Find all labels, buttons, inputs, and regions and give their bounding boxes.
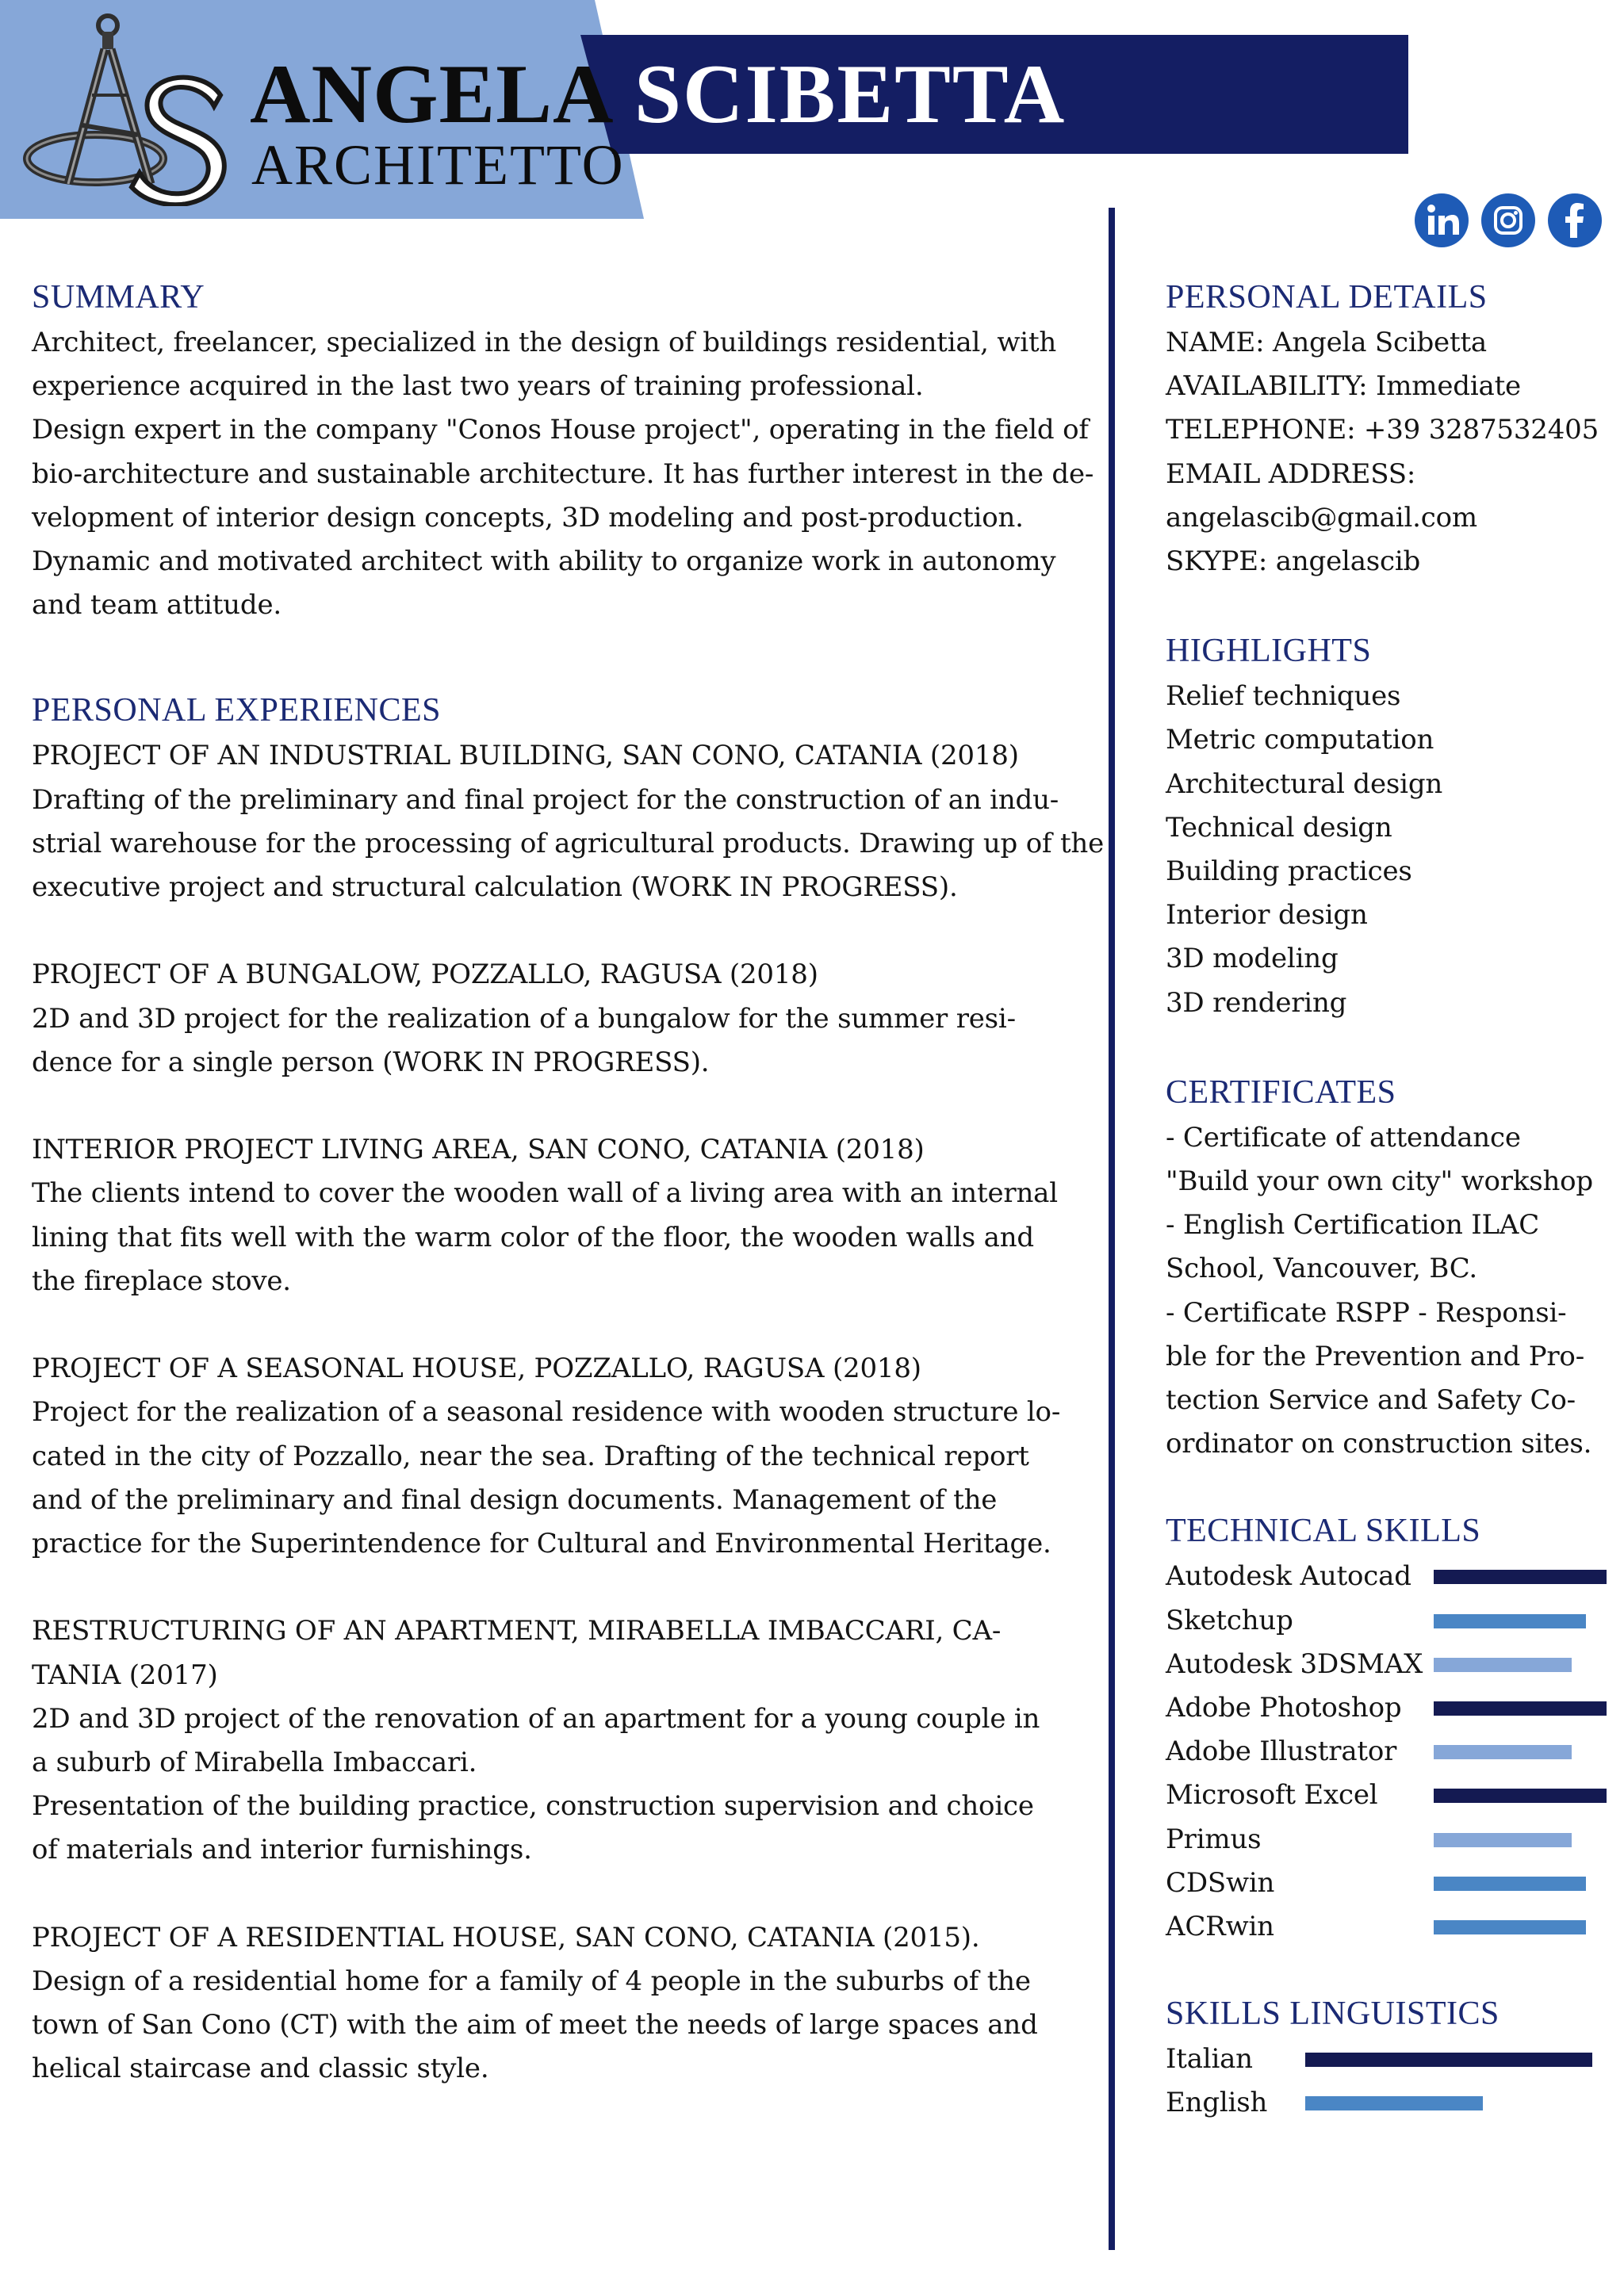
first-name: ANGELA	[250, 48, 615, 140]
experience-title: PROJECT OF A SEASONAL HOUSE, POZZALLO, RAGUSA (2018)	[32, 1353, 921, 1385]
profession-title: ARCHITETTO	[251, 133, 625, 197]
experience-list	[32, 734, 1105, 2091]
summary-section	[32, 274, 1094, 627]
experience-description-line: lining that fits well with the warm color of the floor, the wooden walls and	[32, 1221, 1034, 1253]
experience-description-line: Project for the realization of a seasonal residence with wooden structure lo-	[32, 1396, 1061, 1429]
highlight-item: Technical design	[1166, 811, 1392, 844]
certificate-line: - English Certification ILAC	[1166, 1209, 1540, 1242]
experience-item	[32, 953, 1090, 1085]
technical-skill-row	[1166, 1818, 1610, 1862]
summary-line: Design expert in the company "Conos House project", operating in the field of	[32, 414, 1089, 446]
experiences-title: PERSONAL EXPERIENCES	[32, 692, 441, 729]
highlight-item: Architectural design	[1166, 767, 1443, 800]
certificate-line: ordinator on construction sites.	[1166, 1428, 1592, 1460]
experience-title: INTERIOR PROJECT LIVING AREA, SAN CONO, CATANIA (2018)	[32, 1134, 925, 1166]
technical-skill-bar	[1434, 1833, 1572, 1847]
experience-item	[32, 734, 1105, 909]
certificate-line: tection Service and Safety Co-	[1166, 1384, 1576, 1417]
experience-title: PROJECT OF AN INDUSTRIAL BUILDING, SAN CONO, CATANIA (2018)	[32, 740, 1019, 772]
highlight-item: 3D rendering	[1166, 986, 1347, 1019]
highlights-title: HIGHLIGHTS	[1166, 633, 1372, 670]
personal-details-list	[1166, 321, 1610, 584]
technical-skill-label: Adobe Illustrator	[1166, 1735, 1397, 1768]
personal-details-section	[1166, 274, 1610, 584]
technical-skill-bar	[1434, 1570, 1607, 1584]
technical-skill-label: Autodesk 3DSMAX	[1166, 1647, 1423, 1680]
experience-title: PROJECT OF A BUNGALOW, POZZALLO, RAGUSA (2018)	[32, 959, 818, 991]
technical-skill-bar	[1434, 1701, 1607, 1716]
last-name: SCIBETTA	[634, 48, 1067, 140]
certificate-line: - Certificate of attendance	[1166, 1121, 1521, 1154]
personal-detail-line: angelascib@gmail.com	[1166, 501, 1477, 534]
technical-skill-label: ACRwin	[1166, 1910, 1274, 1942]
experience-item	[32, 1916, 1090, 2091]
language-label: Italian	[1166, 2043, 1253, 2076]
technical-skills-title: TECHNICAL SKILLS	[1166, 1513, 1481, 1550]
personal-detail-line: AVAILABILITY: Immediate	[1166, 370, 1521, 403]
experience-description-line: helical staircase and classic style.	[32, 2053, 489, 2085]
technical-skill-row	[1166, 1862, 1610, 1905]
summary-line: experience acquired in the last two years of training professional.	[32, 370, 924, 403]
highlight-item: 3D modeling	[1166, 943, 1339, 975]
languages-title: SKILLS LINGUISTICS	[1166, 1996, 1500, 2033]
language-row	[1166, 2081, 1610, 2125]
personal-detail-line: EMAIL ADDRESS:	[1166, 457, 1416, 490]
experience-description-line: Presentation of the building practice, construction supervision and choice	[32, 1790, 1034, 1823]
technical-skill-bar	[1434, 1614, 1586, 1628]
language-bar	[1305, 2096, 1483, 2110]
certificates-title: CERTIFICATES	[1166, 1073, 1396, 1111]
technical-skill-bar	[1434, 1877, 1586, 1891]
personal-detail-line: SKYPE: angelascib	[1166, 545, 1421, 578]
certificate-line: School, Vancouver, BC.	[1166, 1253, 1477, 1285]
experience-item	[32, 1128, 1090, 1303]
technical-skill-row	[1166, 1686, 1610, 1730]
certificate-line: ble for the Prevention and Pro-	[1166, 1340, 1584, 1372]
technical-skill-label: CDSwin	[1166, 1866, 1275, 1899]
summary-line: and team attitude.	[32, 589, 282, 622]
language-row	[1166, 2038, 1610, 2081]
linkedin-icon[interactable]	[1415, 193, 1469, 247]
technical-skill-bar	[1434, 1789, 1607, 1803]
experience-description-line: town of San Cono (CT) with the aim of meet the needs of large spaces and	[32, 2009, 1038, 2042]
language-label: English	[1166, 2087, 1268, 2119]
experience-description-line: dence for a single person (WORK IN PROGRESS).	[32, 1046, 710, 1078]
technical-skill-label: Sketchup	[1166, 1604, 1293, 1636]
certificates-section	[1166, 1069, 1610, 1467]
technical-skill-bar	[1434, 1920, 1586, 1934]
experience-item	[32, 1347, 1090, 1566]
personal-detail-line: TELEPHONE: +39 3287532405	[1166, 414, 1599, 446]
certificate-line: "Build your own city" workshop	[1166, 1165, 1593, 1198]
experience-description-line: strial warehouse for the processing of agricultural products. Drawing up of the	[32, 827, 1105, 859]
experience-description-line: the fireplace stove.	[32, 1265, 291, 1297]
experience-description-line: cated in the city of Pozzallo, near the sea. Drafting of the technical report	[32, 1440, 1029, 1472]
technical-skill-label: Autodesk Autocad	[1166, 1560, 1411, 1593]
summary-title: SUMMARY	[32, 279, 205, 316]
experience-title: PROJECT OF A RESIDENTIAL HOUSE, SAN CONO, CATANIA (2015).	[32, 1921, 980, 1954]
experience-description-line: 2D and 3D project for the realization of a bungalow for the summer resi-	[32, 1002, 1016, 1035]
experience-title: RESTRUCTURING OF AN APARTMENT, MIRABELLA IMBACCARI, CA-	[32, 1615, 1002, 1647]
summary-text	[32, 321, 1094, 627]
highlight-item: Metric computation	[1166, 724, 1434, 756]
certificate-line: - Certificate RSPP - Responsi-	[1166, 1296, 1567, 1329]
experience-description-line: 2D and 3D project of the renovation of an apartment for a young couple in	[32, 1702, 1040, 1735]
technical-skill-row	[1166, 1555, 1610, 1598]
technical-skill-row	[1166, 1599, 1610, 1643]
experience-description-line: a suburb of Mirabella Imbaccari.	[32, 1747, 477, 1779]
column-divider	[1109, 208, 1115, 2250]
compass-icon	[27, 16, 163, 184]
certificates-list	[1166, 1116, 1610, 1467]
technical-skill-row	[1166, 1643, 1610, 1686]
highlight-item: Interior design	[1166, 899, 1368, 932]
technical-skill-row	[1166, 1774, 1610, 1817]
experience-description-line: Drafting of the preliminary and final project for the construction of an indu-	[32, 783, 1059, 816]
technical-skill-bar	[1434, 1658, 1572, 1672]
logo	[22, 8, 236, 206]
technical-skill-label: Primus	[1166, 1823, 1262, 1855]
technical-skill-label: Adobe Photoshop	[1166, 1692, 1402, 1724]
experience-title: TANIA (2017)	[32, 1659, 218, 1691]
experience-description-line: and of the preliminary and final design documents. Management of the	[32, 1483, 998, 1516]
experience-item	[32, 1609, 1090, 1872]
experience-description-line: of materials and interior furnishings.	[32, 1834, 532, 1866]
technical-skills-list	[1166, 1555, 1610, 1949]
experiences-section	[32, 687, 1105, 2091]
experience-description-line: Design of a residential home for a family of 4 people in the suburbs of the	[32, 1965, 1031, 1998]
experience-description-line: practice for the Superintendence for Cultural and Environmental Heritage.	[32, 1528, 1051, 1560]
technical-skill-label: Microsoft Excel	[1166, 1779, 1378, 1812]
highlights-list	[1166, 675, 1610, 1025]
language-bar	[1305, 2053, 1592, 2067]
technical-skills-section	[1166, 1507, 1610, 1949]
technical-skill-row	[1166, 1730, 1610, 1774]
right-column	[1166, 274, 1610, 2126]
experience-description-line: The clients intend to cover the wooden wall of a living area with an internal	[32, 1177, 1058, 1210]
facebook-icon[interactable]	[1548, 193, 1602, 247]
technical-skill-row	[1166, 1905, 1610, 1949]
languages-list	[1166, 2038, 1610, 2125]
technical-skill-bar	[1434, 1745, 1572, 1759]
highlights-section	[1166, 627, 1610, 1025]
left-column	[32, 274, 1105, 2091]
experience-description-line: executive project and structural calculation (WORK IN PROGRESS).	[32, 871, 958, 904]
personal-details-title: PERSONAL DETAILS	[1166, 279, 1488, 316]
summary-line: bio-architecture and sustainable architecture. It has further interest in the de-	[32, 457, 1094, 490]
personal-detail-line: NAME: Angela Scibetta	[1166, 327, 1487, 358]
highlight-item: Relief techniques	[1166, 680, 1401, 713]
summary-line: Dynamic and motivated architect with ability to organize work in autonomy	[32, 545, 1056, 578]
summary-line: Architect, freelancer, specialized in the design of buildings residential, with	[32, 327, 1057, 358]
instagram-icon[interactable]	[1481, 193, 1535, 247]
highlight-item: Building practices	[1166, 855, 1412, 888]
summary-line: velopment of interior design concepts, 3D modeling and post-production.	[32, 501, 1024, 534]
languages-section	[1166, 1990, 1610, 2125]
